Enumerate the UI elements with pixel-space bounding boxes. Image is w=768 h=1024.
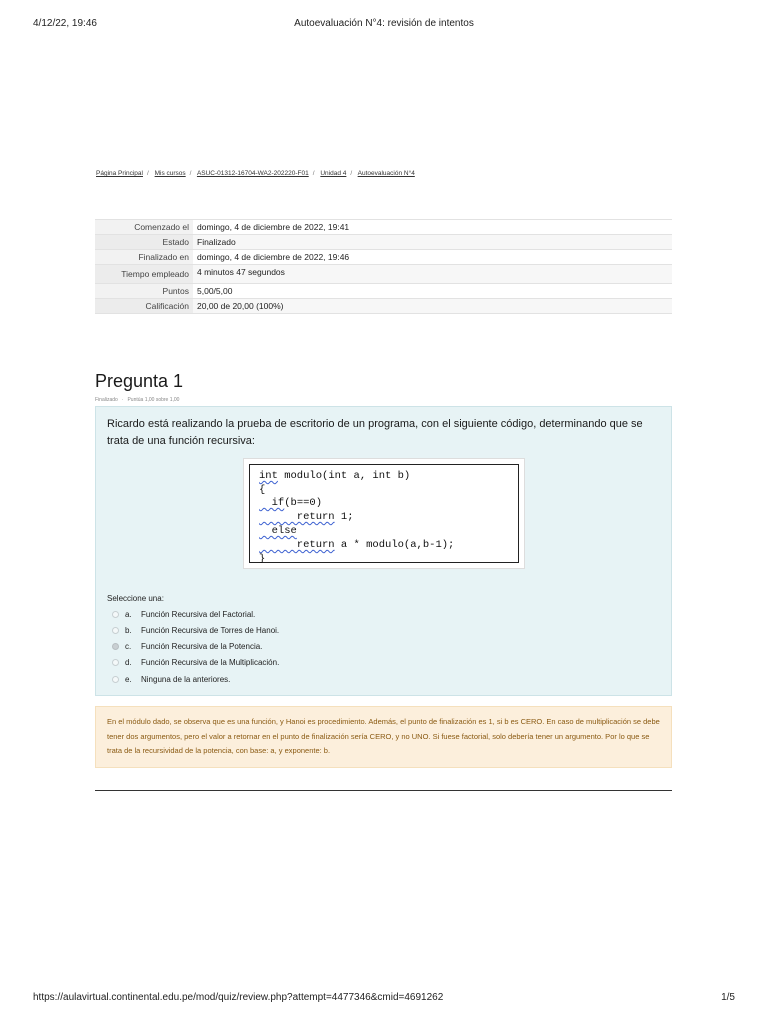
code-line: int modulo(int a, int b) bbox=[259, 470, 411, 482]
breadcrumb-my-courses[interactable]: Mis cursos bbox=[154, 170, 186, 177]
general-feedback-box bbox=[95, 706, 672, 768]
answer-option-b[interactable]: b. Función Recursiva de Torres de Hanoi. bbox=[112, 625, 279, 637]
code-line: else bbox=[259, 525, 297, 537]
code-line: return a * modulo(a,b-1); bbox=[259, 539, 455, 551]
summary-row-state bbox=[95, 235, 672, 250]
attempt-summary-table bbox=[95, 219, 672, 314]
summary-row-finished bbox=[95, 250, 672, 265]
radio-button-selected[interactable] bbox=[112, 643, 119, 650]
summary-value: domingo, 4 de diciembre de 2022, 19:41 bbox=[193, 220, 672, 235]
question-title: Pregunta 1 bbox=[95, 371, 184, 391]
summary-label: Comenzado el bbox=[95, 220, 193, 235]
breadcrumb: Página Principal / Mis cursos / ASUC-01312-16704-WA2-202220-F01 / Unidad 4 / Autoevaluación N°4 bbox=[96, 170, 415, 177]
summary-label: Tiempo empleado bbox=[95, 265, 193, 284]
summary-row-time bbox=[95, 265, 672, 284]
print-header bbox=[33, 18, 735, 32]
summary-value: Finalizado bbox=[193, 235, 672, 250]
code-line: { bbox=[259, 484, 266, 496]
summary-row-grade bbox=[95, 299, 672, 314]
summary-label: Puntos bbox=[95, 284, 193, 299]
code-frame bbox=[249, 464, 519, 563]
answer-option-d[interactable]: d. Función Recursiva de la Multiplicación. bbox=[112, 657, 279, 669]
breadcrumb-unit[interactable]: Unidad 4 bbox=[320, 170, 347, 177]
code-line: if(b==0) bbox=[259, 497, 323, 509]
print-url: https://aulavirtual.continental.edu.pe/mod/quiz/review.php?attempt=4477346&cmid=4691262 bbox=[33, 992, 444, 1003]
code-line: return 1; bbox=[259, 511, 354, 523]
question-score: Puntúa 1,00 sobre 1,00 bbox=[127, 397, 180, 403]
print-datetime: 4/12/22, 19:46 bbox=[33, 18, 97, 29]
summary-value: 4 minutos 47 segundos bbox=[193, 265, 672, 284]
summary-label: Finalizado en bbox=[95, 250, 193, 265]
summary-value: 20,00 de 20,00 (100%) bbox=[193, 299, 672, 314]
radio-button[interactable] bbox=[112, 611, 119, 618]
print-footer bbox=[33, 992, 735, 1006]
code-line: } bbox=[259, 553, 266, 565]
summary-row-points bbox=[95, 284, 672, 299]
select-one-label: Seleccione una: bbox=[107, 594, 164, 603]
summary-value: domingo, 4 de diciembre de 2022, 19:46 bbox=[193, 250, 672, 265]
print-page-number: 1/5 bbox=[721, 992, 735, 1003]
radio-button[interactable] bbox=[112, 676, 119, 683]
breadcrumb-quiz[interactable]: Autoevaluación N°4 bbox=[357, 170, 415, 177]
answer-option-e[interactable]: e. Ninguna de la anteriores. bbox=[112, 674, 230, 686]
print-title: Autoevaluación N°4: revisión de intentos bbox=[294, 18, 474, 29]
radio-button[interactable] bbox=[112, 627, 119, 634]
summary-label: Estado bbox=[95, 235, 193, 250]
code-image bbox=[243, 458, 525, 569]
question-state: Finalizado bbox=[95, 397, 118, 403]
summary-row-started bbox=[95, 220, 672, 235]
answer-option-a[interactable]: a. Función Recursiva del Factorial. bbox=[112, 609, 255, 621]
summary-value: 5,00/5,00 bbox=[193, 284, 672, 299]
breadcrumb-home[interactable]: Página Principal bbox=[96, 170, 143, 177]
breadcrumb-course[interactable]: ASUC-01312-16704-WA2-202220-F01 bbox=[196, 170, 309, 177]
general-feedback-text: En el módulo dado, se observa que es una función, y Hanoi es procedimiento. Además, el punto de finalización es 1, si b es CERO. En caso de multiplicación se debe tener dos argumentos, pero el valor a retornar en el punto de finalización sería CERO, y no UNO. Si fuese factorial, solo debería tener un argumento. Por lo que se trata de la recursividad de la potencia, con base: a, y exponente: b. bbox=[107, 717, 660, 755]
answer-option-c[interactable]: c. Función Recursiva de la Potencia. bbox=[112, 641, 262, 653]
question-box bbox=[95, 406, 672, 696]
question-info: Finalizado · Puntúa 1,00 sobre 1,00 bbox=[95, 397, 180, 403]
summary-label: Calificación bbox=[95, 299, 193, 314]
radio-button[interactable] bbox=[112, 659, 119, 666]
divider bbox=[95, 790, 672, 791]
question-text: Ricardo está realizando la prueba de escritorio de un programa, con el siguiente código, determinando que se trata de una función recursiva: bbox=[107, 418, 643, 447]
